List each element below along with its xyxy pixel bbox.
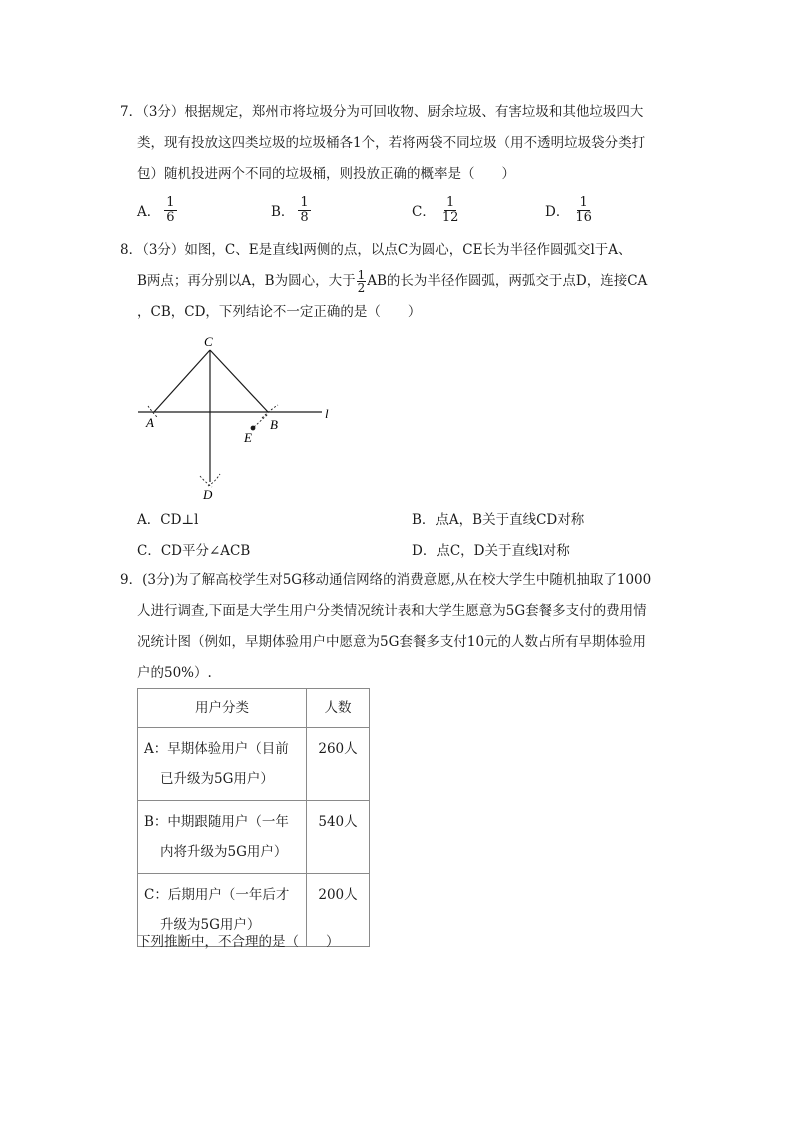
- q7-option-b-fraction: [298, 196, 310, 225]
- segment-ca: [154, 350, 210, 412]
- label-d: D: [203, 487, 213, 502]
- q7-option-d-label: D．: [545, 204, 570, 220]
- row-c-line-1: C：后期用户（一年后才: [144, 887, 290, 903]
- q7-option-d-num: 1: [579, 194, 588, 210]
- q9-line-3: 况统计图（例如，早期体验用户中愿意为5G套餐多支付10元的人数占所有早期体验用: [137, 634, 647, 650]
- q7-option-c-num: 1: [445, 194, 455, 210]
- q7-option-a-fraction: [164, 196, 176, 225]
- q8-line-2-pre: B两点；再分别以A，B为圆心，大于: [137, 273, 356, 289]
- segment-cb: [210, 350, 268, 412]
- q7-options: [137, 192, 697, 228]
- q7-option-a-den: 6: [166, 209, 175, 225]
- q7-line-2: 类，现有投放这四类垃圾的垃圾桶各1个，若将两袋不同垃圾（用不透明垃圾袋分类打: [137, 135, 646, 151]
- q7-line-3: 包）随机投进两个不同的垃圾桶，则投放正确的概率是（ ）: [137, 166, 515, 182]
- q8-line-2: [120, 266, 680, 297]
- label-b: B: [270, 417, 278, 432]
- q8-inline-fraction: [357, 269, 367, 294]
- row-c-line-2: 升级为5G用户）: [160, 917, 261, 933]
- table-cell-count: 260人: [307, 728, 370, 801]
- q7-option-a-label: A．: [137, 204, 161, 220]
- row-b-line-2: 内将升级为5G用户）: [160, 844, 288, 860]
- table-cell-count: 540人: [307, 801, 370, 874]
- table-row: [138, 801, 370, 874]
- question-8: [120, 235, 680, 328]
- q7-option-d-fraction: [573, 196, 594, 225]
- q8-geometry-figure: [130, 330, 350, 510]
- row-a-line-1: A：早期体验用户（目前: [144, 741, 289, 757]
- q7-option-c-fraction: [440, 196, 461, 225]
- q7-option-d[interactable]: [545, 192, 594, 228]
- q8-line-1: 8．（3分）如图，C、E是直线l两侧的点，以点C为圆心，CE长为半径作圆弧交l于A、: [120, 242, 632, 258]
- q7-option-a-num: 1: [166, 194, 175, 210]
- dotted-ce: [254, 414, 268, 427]
- q7-option-a[interactable]: [137, 192, 177, 228]
- label-e: E: [244, 430, 252, 445]
- q9-line-2: 人进行调查,下面是大学生用户分类情况统计表和大学生愿意为5G套餐多支付的费用情: [137, 603, 647, 619]
- question-9: [120, 565, 680, 689]
- row-a-line-2: 已升级为5G用户）: [160, 771, 274, 787]
- q8-option-a[interactable]: A．CD⊥l: [137, 512, 199, 528]
- q7-line-1: 7．（3分）根据规定，郑州市将垃圾分为可回收物、厨余垃圾、有害垃圾和其他垃圾四大: [120, 104, 644, 120]
- q9-line-4: 户的50%）.: [137, 665, 212, 681]
- q7-option-c[interactable]: [412, 192, 460, 228]
- q8-inline-frac-num: 1: [357, 268, 366, 282]
- question-7: [120, 97, 680, 190]
- q8-option-b[interactable]: B．点A，B关于直线CD对称: [412, 512, 585, 528]
- q7-option-b-den: 8: [300, 209, 309, 225]
- label-a: A: [146, 415, 154, 430]
- table-row: [138, 728, 370, 801]
- q9-line-1: 9．(3分)为了解高校学生对5G移动通信网络的消费意愿,从在校大学生中随机抽取了1000: [120, 572, 652, 588]
- label-l: l: [325, 406, 329, 421]
- table-cell-category: [138, 801, 307, 874]
- q8-option-c[interactable]: C．CD平分∠ACB: [137, 543, 251, 559]
- table-header-category: 用户分类: [138, 689, 307, 728]
- user-category-table: [137, 688, 370, 947]
- q7-option-b-num: 1: [300, 194, 309, 210]
- q9-question: 下列推断中，不合理的是（ ）: [137, 934, 340, 950]
- q7-option-c-den: 12: [441, 209, 459, 225]
- table-cell-category: [138, 728, 307, 801]
- q8-option-d[interactable]: D．点C，D关于直线l对称: [412, 543, 570, 559]
- table-header-row: [138, 689, 370, 728]
- q7-option-b-label: B．: [271, 204, 295, 220]
- q7-option-b[interactable]: [271, 192, 311, 228]
- q7-option-d-den: 16: [575, 209, 592, 225]
- row-b-line-1: B：中期跟随用户（一年: [144, 814, 289, 830]
- q8-line-2-post: AB的长为半径作圆弧，两弧交于点D，连接CA: [367, 273, 648, 289]
- table-header-count: 人数: [307, 689, 370, 728]
- q7-option-c-label: C．: [412, 204, 436, 220]
- q8-line-3: ，CB，CD，下列结论不一定正确的是（ ）: [137, 304, 422, 320]
- table-cell-count: 200人: [307, 874, 370, 947]
- q8-inline-frac-den: 2: [357, 281, 366, 295]
- label-c: C: [204, 334, 213, 349]
